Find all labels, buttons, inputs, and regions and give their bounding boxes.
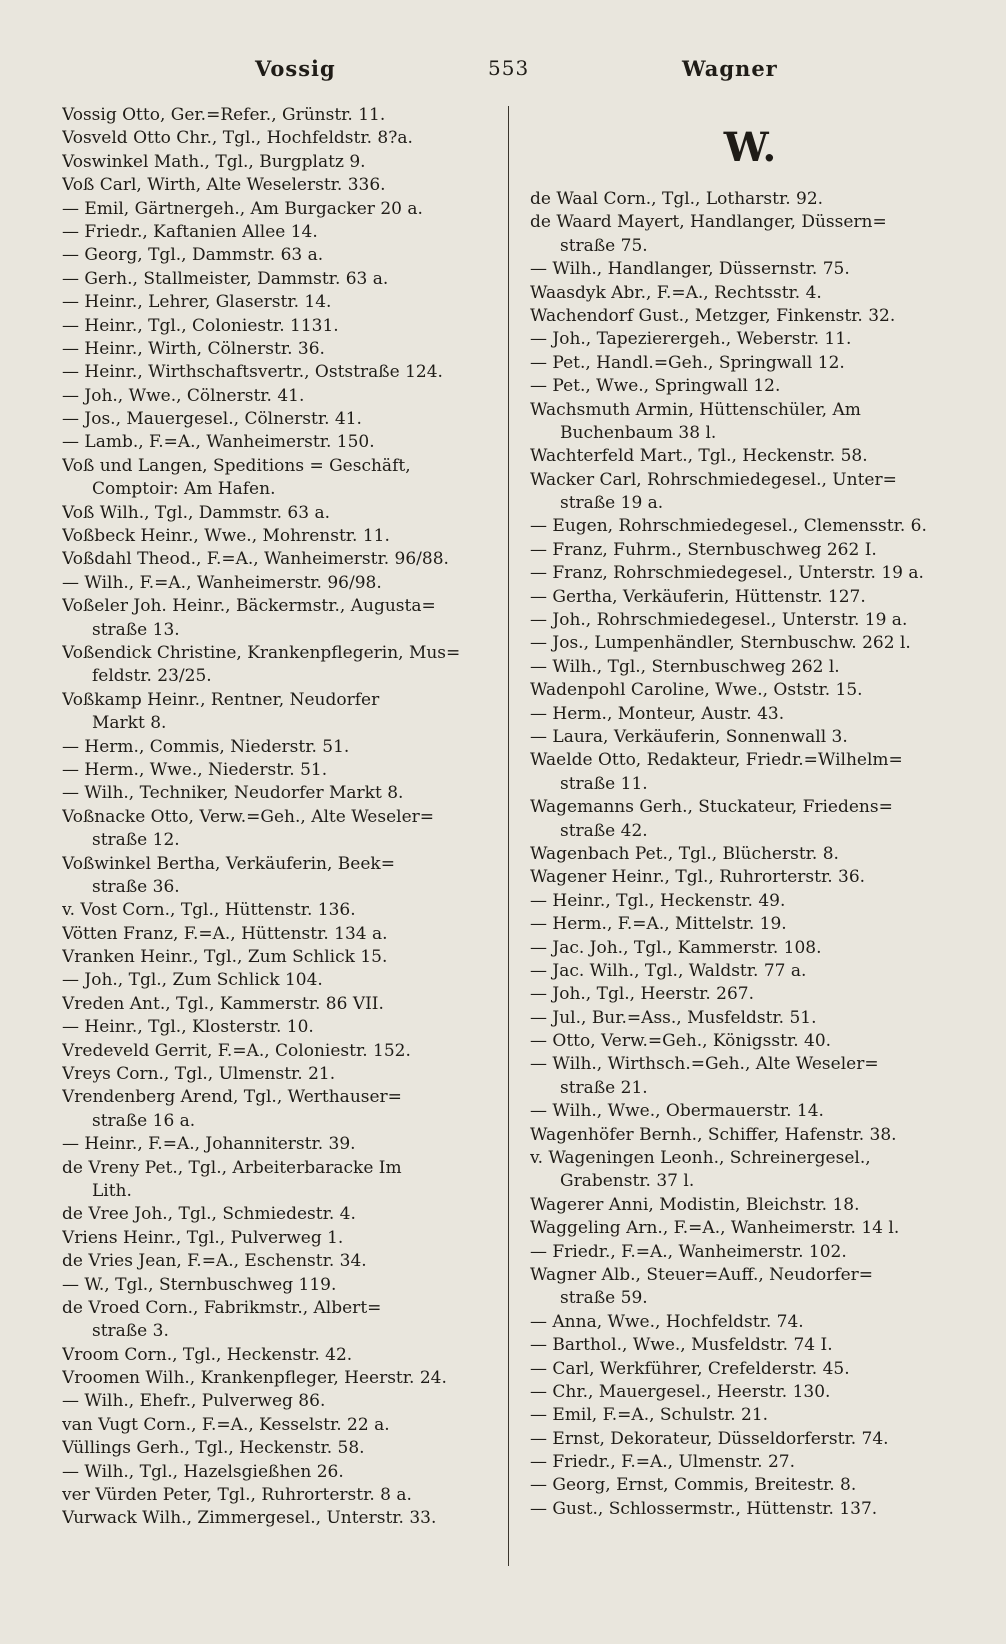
- directory-entry-line: — Friedr., F.=A., Ulmenstr. 27.: [530, 1452, 796, 1473]
- header-left-keyword: Vossig: [255, 56, 336, 81]
- directory-entry-line: — Joh., Tapezierergeh., Weberstr. 11.: [530, 329, 852, 350]
- directory-entry-line: straße 19 a.: [560, 493, 664, 514]
- directory-entry-line: — Heinr., Tgl., Heckenstr. 49.: [530, 890, 786, 911]
- directory-entry-line: Wachendorf Gust., Metzger, Finkenstr. 32.: [530, 305, 896, 326]
- directory-entry-line: straße 59.: [560, 1288, 648, 1309]
- directory-entry-line: ver Vürden Peter, Tgl., Ruhrorterstr. 8 a.: [62, 1485, 412, 1506]
- directory-entry-line: — Wilh., Tgl., Sternbuschweg 262 l.: [530, 656, 840, 677]
- directory-entry-line: — Gertha, Verkäuferin, Hüttenstr. 127.: [530, 586, 866, 607]
- directory-entry-line: Wachterfeld Mart., Tgl., Heckenstr. 58.: [530, 446, 868, 467]
- page-number: 553: [488, 56, 530, 80]
- directory-entry-line: — Franz, Fuhrm., Sternbuschweg 262 I.: [530, 539, 877, 560]
- directory-entry-line: — Laura, Verkäuferin, Sonnenwall 3.: [530, 726, 848, 747]
- directory-entry-line: v. Vost Corn., Tgl., Hüttenstr. 136.: [62, 900, 356, 921]
- directory-entry-line: Vosveld Otto Chr., Tgl., Hochfeldstr. 8?a.: [62, 128, 413, 149]
- directory-entry-line: Voßnacke Otto, Verw.=Geh., Alte Weseler=: [62, 806, 435, 827]
- directory-entry-line: de Vroed Corn., Fabrikmstr., Albert=: [62, 1297, 382, 1318]
- left-column: [62, 104, 494, 1531]
- directory-entry-line: Waasdyk Abr., F.=A., Rechtsstr. 4.: [530, 282, 822, 303]
- directory-entry-line: — Jac. Wilh., Tgl., Waldstr. 77 a.: [530, 960, 807, 981]
- directory-entry-line: — Joh., Tgl., Zum Schlick 104.: [62, 970, 323, 991]
- directory-entry-line: Vrendenberg Arend, Tgl., Werthauser=: [62, 1087, 402, 1108]
- directory-entry-line: — Gerh., Stallmeister, Dammstr. 63 a.: [62, 268, 389, 289]
- directory-entry-line: — W., Tgl., Sternbuschweg 119.: [62, 1274, 337, 1295]
- directory-entry-line: de Vries Jean, F.=A., Eschenstr. 34.: [62, 1251, 367, 1272]
- directory-entry-line: straße 12.: [92, 830, 180, 851]
- directory-entry-line: — Heinr., Wirth, Cölnerstr. 36.: [62, 338, 325, 359]
- directory-entry-line: — Heinr., Tgl., Klosterstr. 10.: [62, 1017, 314, 1038]
- directory-entry-line: Voß Carl, Wirth, Alte Weselerstr. 336.: [62, 175, 386, 196]
- directory-entry-line: — Heinr., F.=A., Johanniterstr. 39.: [62, 1134, 356, 1155]
- directory-entry-line: — Joh., Rohrschmiedegesel., Unterstr. 19 a.: [530, 610, 908, 631]
- directory-entry-line: Vredeveld Gerrit, F.=A., Coloniestr. 152.: [62, 1040, 411, 1061]
- directory-entry-line: — Franz, Rohrschmiedegesel., Unterstr. 19 a.: [530, 563, 924, 584]
- directory-entry-line: Grabenstr. 37 l.: [560, 1171, 695, 1192]
- header-right-keyword: Wagner: [682, 56, 778, 81]
- directory-entry-line: de Vreny Pet., Tgl., Arbeiterbaracke Im: [62, 1157, 402, 1178]
- directory-entry-line: Vroomen Wilh., Krankenpfleger, Heerstr. 24.: [62, 1368, 447, 1389]
- directory-entry-line: Vriens Heinr., Tgl., Pulverweg 1.: [62, 1227, 344, 1248]
- directory-entry-line: van Vugt Corn., F.=A., Kesselstr. 22 a.: [62, 1414, 390, 1435]
- directory-entry-line: straße 36.: [92, 876, 180, 897]
- directory-entry-line: Wacker Carl, Rohrschmiedegesel., Unter=: [530, 469, 897, 490]
- directory-entry-line: — Joh., Wwe., Cölnerstr. 41.: [62, 385, 305, 406]
- directory-entry-line: Wagerer Anni, Modistin, Bleichstr. 18.: [530, 1194, 860, 1215]
- directory-entry-line: Comptoir: Am Hafen.: [92, 479, 276, 500]
- directory-entry-line: Vroom Corn., Tgl., Heckenstr. 42.: [62, 1344, 353, 1365]
- directory-entry-line: — Anna, Wwe., Hochfeldstr. 74.: [530, 1311, 804, 1332]
- directory-entry-line: — Wilh., Wwe., Obermauerstr. 14.: [530, 1101, 824, 1122]
- directory-entry-line: — Ernst, Dekorateur, Düsseldorferstr. 74.: [530, 1428, 889, 1449]
- section-letter: W.: [723, 124, 777, 171]
- directory-entry-line: — Wilh., Techniker, Neudorfer Markt 8.: [62, 783, 404, 804]
- directory-entry-line: Wagemanns Gerh., Stuckateur, Friedens=: [530, 797, 893, 818]
- directory-entry-line: — Carl, Werkführer, Crefelderstr. 45.: [530, 1358, 850, 1379]
- directory-entry-line: — Chr., Mauergesel., Heerstr. 130.: [530, 1381, 831, 1402]
- directory-entry-line: Voßendick Christine, Krankenpflegerin, Mus=: [62, 642, 461, 663]
- directory-entry-line: — Gust., Schlossermstr., Hüttenstr. 137.: [530, 1498, 878, 1519]
- directory-entry-line: Vötten Franz, F.=A., Hüttenstr. 134 a.: [62, 923, 388, 944]
- directory-entry-line: Vreden Ant., Tgl., Kammerstr. 86 VII.: [62, 993, 384, 1014]
- directory-entry-line: — Otto, Verw.=Geh., Königsstr. 40.: [530, 1031, 832, 1052]
- directory-entry-line: — Jac. Joh., Tgl., Kammerstr. 108.: [530, 937, 822, 958]
- directory-entry-line: — Georg, Ernst, Commis, Breitestr. 8.: [530, 1475, 857, 1496]
- directory-entry-line: Markt 8.: [92, 713, 167, 734]
- directory-entry-line: Voß Wilh., Tgl., Dammstr. 63 a.: [62, 502, 330, 523]
- directory-entry-line: — Wilh., Ehefr., Pulverweg 86.: [62, 1391, 326, 1412]
- directory-entry-line: — Joh., Tgl., Heerstr. 267.: [530, 984, 755, 1005]
- directory-entry-line: — Georg, Tgl., Dammstr. 63 a.: [62, 245, 324, 266]
- directory-entry-line: Voßwinkel Bertha, Verkäuferin, Beek=: [62, 853, 395, 874]
- directory-entry-line: Wagenbach Pet., Tgl., Blücherstr. 8.: [530, 843, 839, 864]
- directory-entry-line: de Vree Joh., Tgl., Schmiedestr. 4.: [62, 1204, 356, 1225]
- directory-entry-line: — Friedr., F.=A., Wanheimerstr. 102.: [530, 1241, 847, 1262]
- directory-entry-line: Voßbeck Heinr., Wwe., Mohrenstr. 11.: [62, 526, 390, 547]
- directory-entry-line: Wadenpohl Caroline, Wwe., Oststr. 15.: [530, 680, 863, 701]
- directory-entry-line: — Wilh., Handlanger, Düssernstr. 75.: [530, 259, 850, 280]
- directory-entry-line: — Lamb., F.=A., Wanheimerstr. 150.: [62, 432, 375, 453]
- directory-entry-line: — Herm., F.=A., Mittelstr. 19.: [530, 914, 787, 935]
- directory-entry-line: Vüllings Gerh., Tgl., Heckenstr. 58.: [62, 1438, 365, 1459]
- directory-entry-line: Voßkamp Heinr., Rentner, Neudorfer: [62, 689, 380, 710]
- directory-entry-line: — Emil, Gärtnergeh., Am Burgacker 20 a.: [62, 198, 423, 219]
- directory-entry-line: straße 11.: [560, 773, 648, 794]
- directory-entry-line: Voßeler Joh. Heinr., Bäckermstr., Augusta=: [62, 596, 436, 617]
- directory-entry-line: — Heinr., Tgl., Coloniestr. 1131.: [62, 315, 339, 336]
- directory-entry-line: Vurwack Wilh., Zimmergesel., Unterstr. 33.: [62, 1508, 437, 1529]
- directory-entry-line: straße 16 a.: [92, 1110, 196, 1131]
- directory-entry-line: — Wilh., F.=A., Wanheimerstr. 96/98.: [62, 572, 382, 593]
- directory-entry-line: straße 3.: [92, 1321, 169, 1342]
- directory-entry-line: — Pet., Handl.=Geh., Springwall 12.: [530, 352, 845, 373]
- directory-entry-line: — Jul., Bur.=Ass., Musfeldstr. 51.: [530, 1007, 817, 1028]
- directory-entry-line: Waelde Otto, Redakteur, Friedr.=Wilhelm=: [530, 750, 903, 771]
- directory-entry-line: — Herm., Commis, Niederstr. 51.: [62, 736, 350, 757]
- directory-entry-line: Vranken Heinr., Tgl., Zum Schlick 15.: [62, 947, 388, 968]
- directory-entry-line: Voß und Langen, Speditions = Geschäft,: [62, 455, 411, 476]
- directory-entry-line: Buchenbaum 38 l.: [560, 422, 717, 443]
- directory-entry-line: Wagenhöfer Bernh., Schiffer, Hafenstr. 38.: [530, 1124, 897, 1145]
- directory-entry-line: — Heinr., Lehrer, Glaserstr. 14.: [62, 292, 332, 313]
- directory-entry-line: Vreys Corn., Tgl., Ulmenstr. 21.: [62, 1064, 336, 1085]
- directory-entry-line: straße 21.: [560, 1077, 648, 1098]
- directory-entry-line: Lith.: [92, 1180, 132, 1201]
- directory-entry-line: straße 13.: [92, 619, 180, 640]
- directory-entry-line: — Wilh., Tgl., Hazelsgießhen 26.: [62, 1461, 344, 1482]
- directory-entry-line: — Barthol., Wwe., Musfeldstr. 74 I.: [530, 1335, 833, 1356]
- directory-entry-line: — Herm., Wwe., Niederstr. 51.: [62, 759, 328, 780]
- column-divider: [508, 106, 509, 1566]
- directory-entry-line: straße 75.: [560, 235, 648, 256]
- directory-entry-line: straße 42.: [560, 820, 648, 841]
- directory-entry-line: de Waal Corn., Tgl., Lotharstr. 92.: [530, 189, 824, 209]
- directory-entry-line: Waggeling Arn., F.=A., Wanheimerstr. 14 l.: [530, 1218, 900, 1239]
- directory-entry-line: v. Wageningen Leonh., Schreinergesel.,: [530, 1148, 871, 1169]
- directory-entry-line: Wachsmuth Armin, Hüttenschüler, Am: [530, 399, 861, 420]
- directory-entry-line: — Wilh., Wirthsch.=Geh., Alte Weseler=: [530, 1054, 879, 1075]
- directory-entry-line: — Jos., Mauergesel., Cölnerstr. 41.: [62, 409, 362, 430]
- directory-entry-line: — Heinr., Wirthschaftsvertr., Oststraße 124.: [62, 362, 443, 383]
- directory-entry-line: Wagener Heinr., Tgl., Ruhrorterstr. 36.: [530, 867, 866, 888]
- directory-entry-line: Vossig Otto, Ger.=Refer., Grünstr. 11.: [62, 105, 386, 125]
- directory-entry-line: Voswinkel Math., Tgl., Burgplatz 9.: [62, 151, 366, 172]
- directory-entry-line: — Eugen, Rohrschmiedegesel., Clemensstr. 6.: [530, 516, 927, 537]
- directory-entry-line: — Friedr., Kaftanien Allee 14.: [62, 221, 318, 242]
- directory-entry-line: — Pet., Wwe., Springwall 12.: [530, 376, 781, 397]
- right-column: [530, 118, 970, 1521]
- directory-entry-line: feldstr. 23/25.: [92, 666, 212, 687]
- directory-entry-line: Voßdahl Theod., F.=A., Wanheimerstr. 96/88.: [62, 549, 449, 570]
- directory-entry-line: de Waard Mayert, Handlanger, Düssern=: [530, 212, 887, 233]
- directory-entry-line: Wagner Alb., Steuer=Auff., Neudorfer=: [530, 1264, 874, 1285]
- directory-entry-line: — Jos., Lumpenhändler, Sternbuschw. 262 l.: [530, 633, 911, 654]
- directory-entry-line: — Emil, F.=A., Schulstr. 21.: [530, 1405, 769, 1426]
- directory-entry-line: — Herm., Monteur, Austr. 43.: [530, 703, 785, 724]
